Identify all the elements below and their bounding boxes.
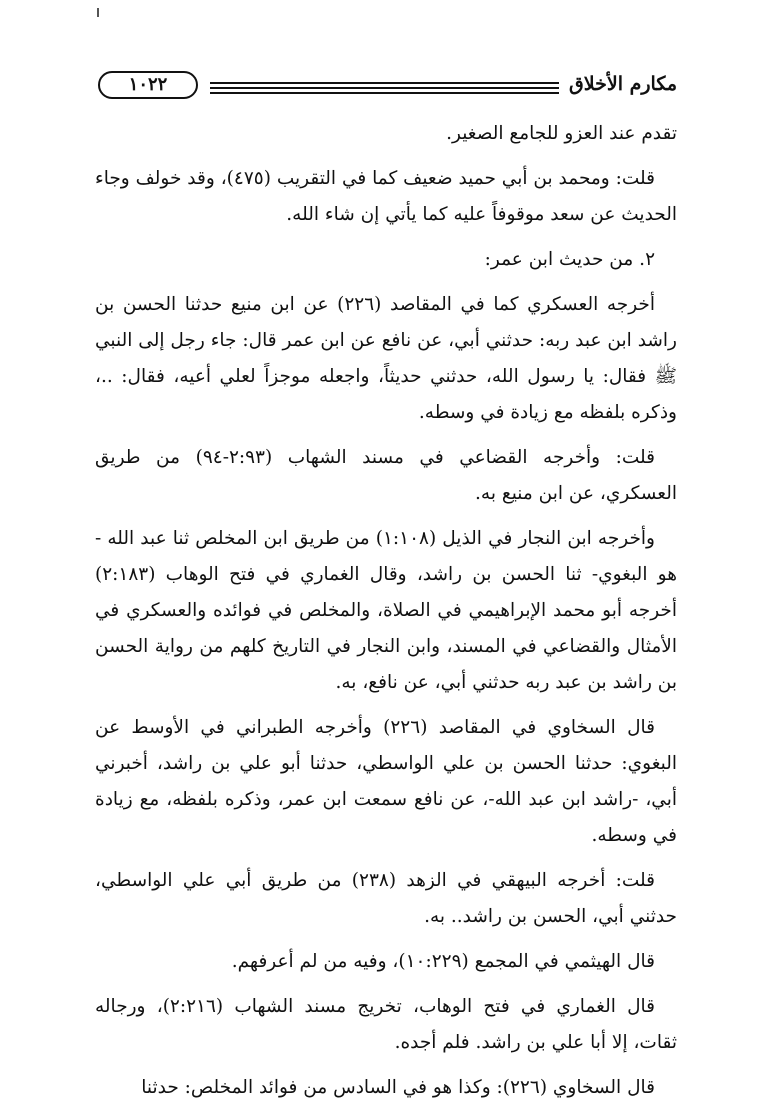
header-rule <box>210 92 559 94</box>
book-title: مكارم الأخلاق <box>569 73 677 95</box>
header-rule <box>210 87 559 89</box>
page-number: ١٠٢٢ <box>98 71 198 99</box>
page-header <box>92 70 677 106</box>
section-heading: ٢. من حديث ابن عمر: <box>484 249 655 270</box>
paragraph: قلت: ومحمد بن أبي حميد ضعيف كما في التقريب (٤٧٥)، وقد خولف وجاء الحديث عن سعد موقوفاً عليه كما يأتي إن شاء الله. <box>95 168 677 225</box>
corner-mark <box>97 8 99 17</box>
paragraph: أخرجه العسكري كما في المقاصد (٢٢٦) عن ابن منيع حدثنا الحسن بن راشد ابن عبد ربه: حدثني أبي، عن نافع عن ابن عمر قال: جاء رجل إلى النبي ﷺ فقال: يا رسول الله، حدثني حديثاً، واجعله موجزاً لعلي أعيه، فقال: ..، وذكره بلفظه مع زيادة في وسطه. <box>95 294 677 423</box>
paragraph: تقدم عند العزو للجامع الصغير. <box>446 123 677 144</box>
paragraph: قال الغماري في فتح الوهاب، تخريج مسند الشهاب (٢:٢١٦)، ورجاله ثقات، إلا أبا علي بن راشد. فلم أجده. <box>95 996 677 1053</box>
paragraph: وأخرجه ابن النجار في الذيل (١:١٠٨) من طريق ابن المخلص ثنا عبد الله - هو البغوي- ثنا الحسن بن راشد، وقال الغماري في فتح الوهاب (٢:١٨٣) أخرجه أبو محمد الإبراهيمي في الصلاة، والمخلص في فوائده والعسكري في الأمثال والقضاعي في المسند، وابن النجار في التاريخ كلهم من رواية الحسن بن راشد بن عبد ربه حدثني أبي، عن نافع، به. <box>95 528 677 693</box>
paragraph: قلت: وأخرجه القضاعي في مسند الشهاب (٢:٩٣-٩٤) من طريق العسكري، عن ابن منيع به. <box>95 447 677 504</box>
paragraph: قلت: أخرجه البيهقي في الزهد (٢٣٨) من طريق أبي علي الواسطي، حدثني أبي، الحسن بن راشد.. به. <box>95 870 677 927</box>
paragraph: قال الهيثمي في المجمع (١٠:٢٢٩)، وفيه من لم أعرفهم. <box>231 951 655 972</box>
body-text <box>95 116 677 1115</box>
paragraph: قال السخاوي (٢٢٦): وكذا هو في السادس من فوائد المخلص: حدثنا <box>141 1077 655 1098</box>
header-rule <box>210 82 559 84</box>
paragraph: قال السخاوي في المقاصد (٢٢٦) وأخرجه الطبراني في الأوسط عن البغوي: حدثنا الحسن بن علي الواسطي، حدثنا أبو علي بن راشد، أخبرني أبي، -راشد ابن عبد الله-، عن نافع سمعت ابن عمر، وذكره بلفظه، مع زيادة في وسطه. <box>95 717 677 846</box>
